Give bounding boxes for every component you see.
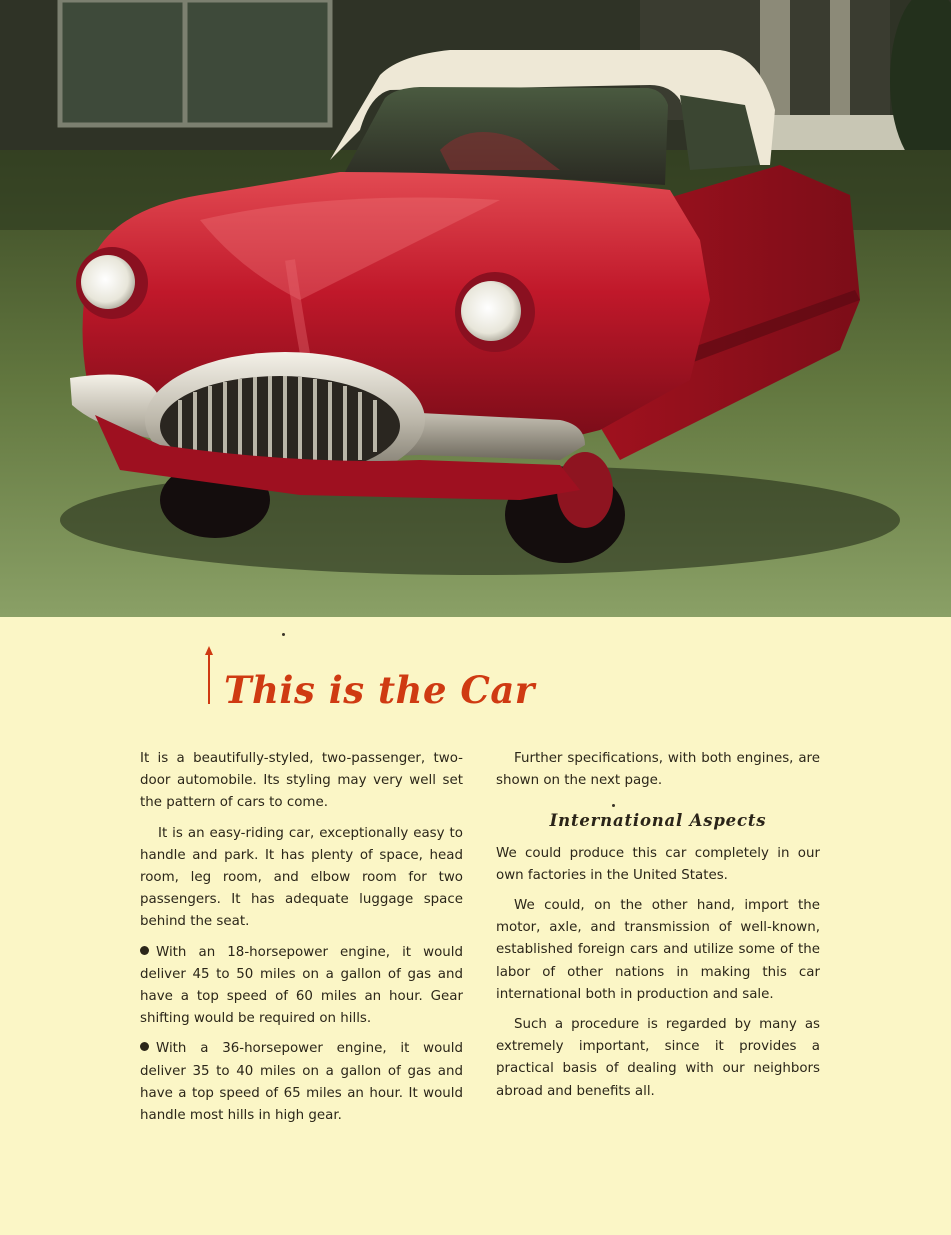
bullet-18hp-text: With an 18-horsepower engine, it would deliver 45 to 50 miles on a gallon of gas and have a top speed of 60 miles an hour. Gear shifting would be required on hills.	[140, 944, 463, 1027]
left-column	[140, 748, 463, 1135]
import-paragraph: We could, on the other hand, import the motor, axle, and transmission of well-known, established foreign cars and utilize some of the labor of other nations in making this car international both in production and sale.	[496, 898, 820, 1002]
arrow-up-icon	[202, 646, 216, 704]
car-photo	[0, 0, 951, 617]
print-speck	[612, 804, 615, 807]
bullet-18hp	[140, 942, 463, 1031]
bullet-icon	[140, 1042, 149, 1051]
procedure-paragraph: Such a procedure is regarded by many as extremely important, since it provides a practical basis of dealing with our neighbors abroad and benefits all.	[496, 1017, 820, 1099]
handling-paragraph: It is an easy-riding car, exceptionally easy to handle and park. It has plenty of space, head room, leg room, and elbow room for two passengers. It has adequate luggage space behind the seat.	[140, 825, 463, 930]
intro-paragraph: It is a beautifully-styled, two-passenger, two-door automobile. Its styling may very well set the pattern of cars to come.	[140, 751, 463, 811]
page-title: This is the Car	[224, 668, 535, 712]
bullet-36hp-text: With a 36-horsepower engine, it would deliver 35 to 40 miles on a gallon of gas and have a top speed of 65 miles an hour. It would handle most hills in high gear.	[140, 1041, 463, 1124]
bullet-36hp	[140, 1038, 463, 1127]
bullet-icon	[140, 946, 149, 955]
car-illustration	[0, 0, 951, 617]
print-speck	[282, 633, 285, 636]
produce-paragraph: We could produce this car completely in our own factories in the United States.	[496, 845, 820, 883]
right-column	[496, 748, 820, 1111]
specifications-paragraph: Further specifications, with both engines, are shown on the next page.	[496, 751, 820, 789]
subheading-international-aspects: International Aspects	[549, 811, 767, 831]
